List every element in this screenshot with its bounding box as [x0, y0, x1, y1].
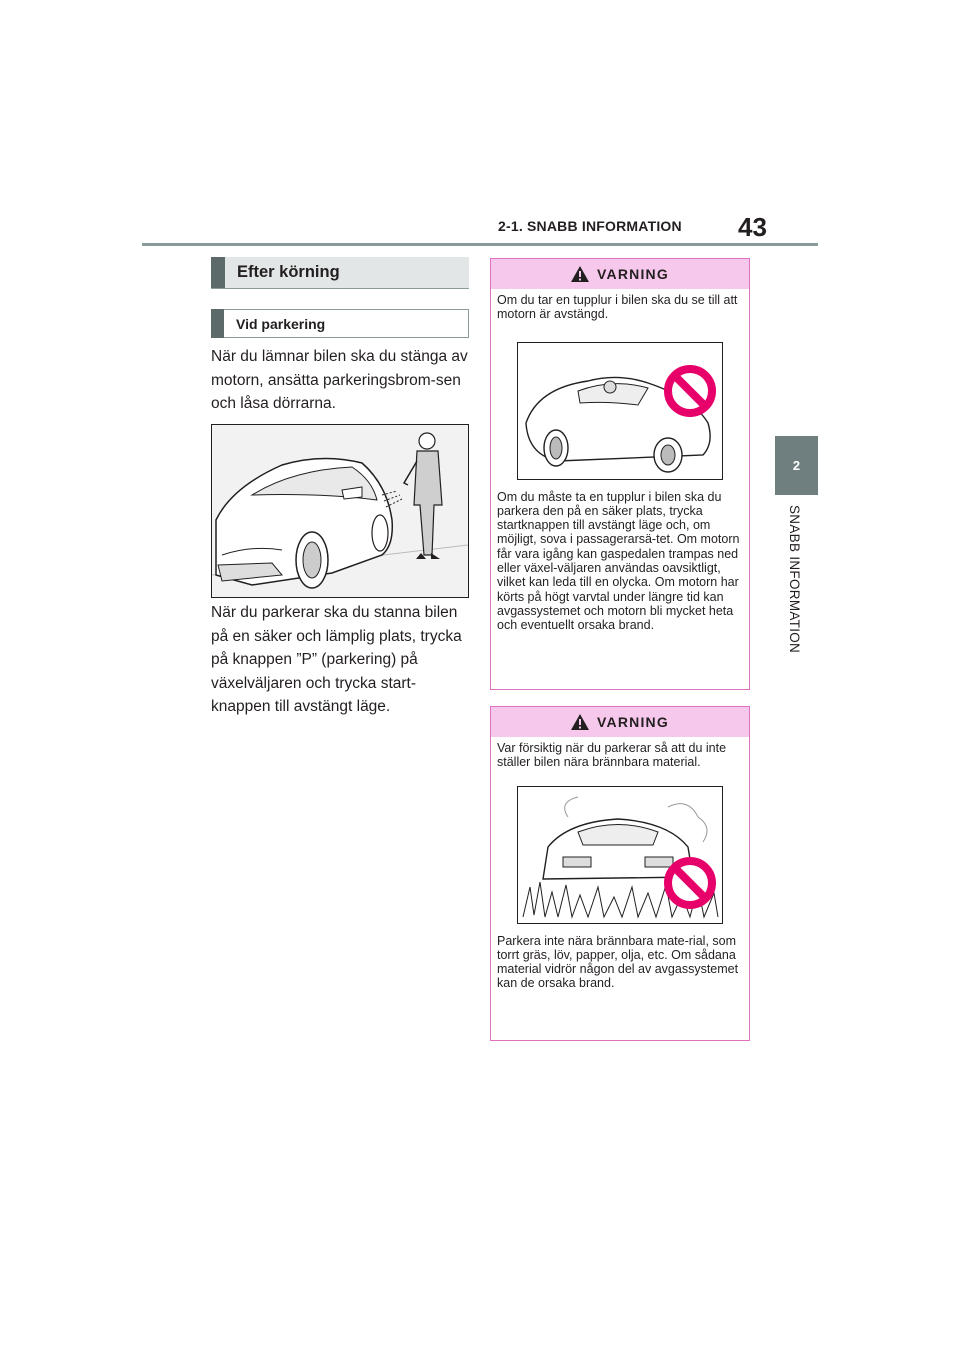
warning-label: VARNING [597, 266, 669, 282]
car-nap-drawing [518, 343, 722, 479]
warning-text: Var försiktig när du parkerar så att du inte ställer bilen nära brännbara material. [497, 741, 727, 770]
warning-text: Om du måste ta en tupplur i bilen ska du parkera den på en säker plats, trycka startknappen till avstängt läge och, om möjligt, sova i passagerarsä-tet. Om motorn får vara igång kan gaspedalen trampas ned eller växel-väljaren användas oavsiktligt, vilket kan leda till en olycka. Om motorn har körts på högt varvtal under längre tid kan avgassystemet och motorn bli mycket heta och eventuellt orsaka brand. [497, 489, 740, 633]
heading-marker [211, 257, 225, 288]
body-paragraph: När du lämnar bilen ska du stänga av motorn, ansätta parkeringsbrom-sen och låsa dörrarna. [211, 348, 468, 412]
warning-triangle-icon [571, 266, 589, 282]
illustration-car-key-lock [211, 424, 469, 598]
warning-triangle-icon [571, 714, 589, 730]
chapter-number: 2 [792, 458, 801, 473]
subsection-heading-text: Vid parkering [236, 315, 326, 332]
subsection-heading [211, 309, 469, 338]
section-heading-text: Efter körning [237, 263, 340, 281]
chapter-tab[interactable] [775, 436, 818, 495]
warning-text: Parkera inte nära brännbara mate-rial, som torrt gräs, löv, papper, olja, etc. Om sådana material vidrör någon del av avgassystemet kan de orsaka brand. [497, 933, 739, 991]
car-and-person-drawing [212, 425, 468, 597]
warning-text: Om du tar en tupplur i bilen ska du se till att motorn är avstängd. [497, 293, 738, 322]
illustration-sleeping-in-car [517, 342, 723, 480]
car-grass-drawing [518, 787, 722, 923]
warning-box [490, 258, 750, 690]
chapter-label: SNABB INFORMATION [787, 505, 802, 654]
header-rule [142, 243, 818, 246]
illustration-car-on-dry-grass [517, 786, 723, 924]
warning-box [490, 706, 750, 1041]
section-heading [211, 257, 469, 289]
warning-label: VARNING [597, 714, 669, 730]
warning-header [491, 707, 749, 737]
page-number: 43 [738, 212, 767, 242]
body-paragraph: När du parkerar ska du stanna bilen på en säker och lämplig plats, trycka på knappen ”P” (parkering) på växelväljaren och trycka start-knappen till avstängt läge. [211, 604, 462, 715]
warning-header [491, 259, 749, 289]
section-title: 2-1. SNABB INFORMATION [498, 218, 682, 234]
chapter-side-label [765, 505, 825, 670]
subheading-marker [211, 309, 224, 338]
